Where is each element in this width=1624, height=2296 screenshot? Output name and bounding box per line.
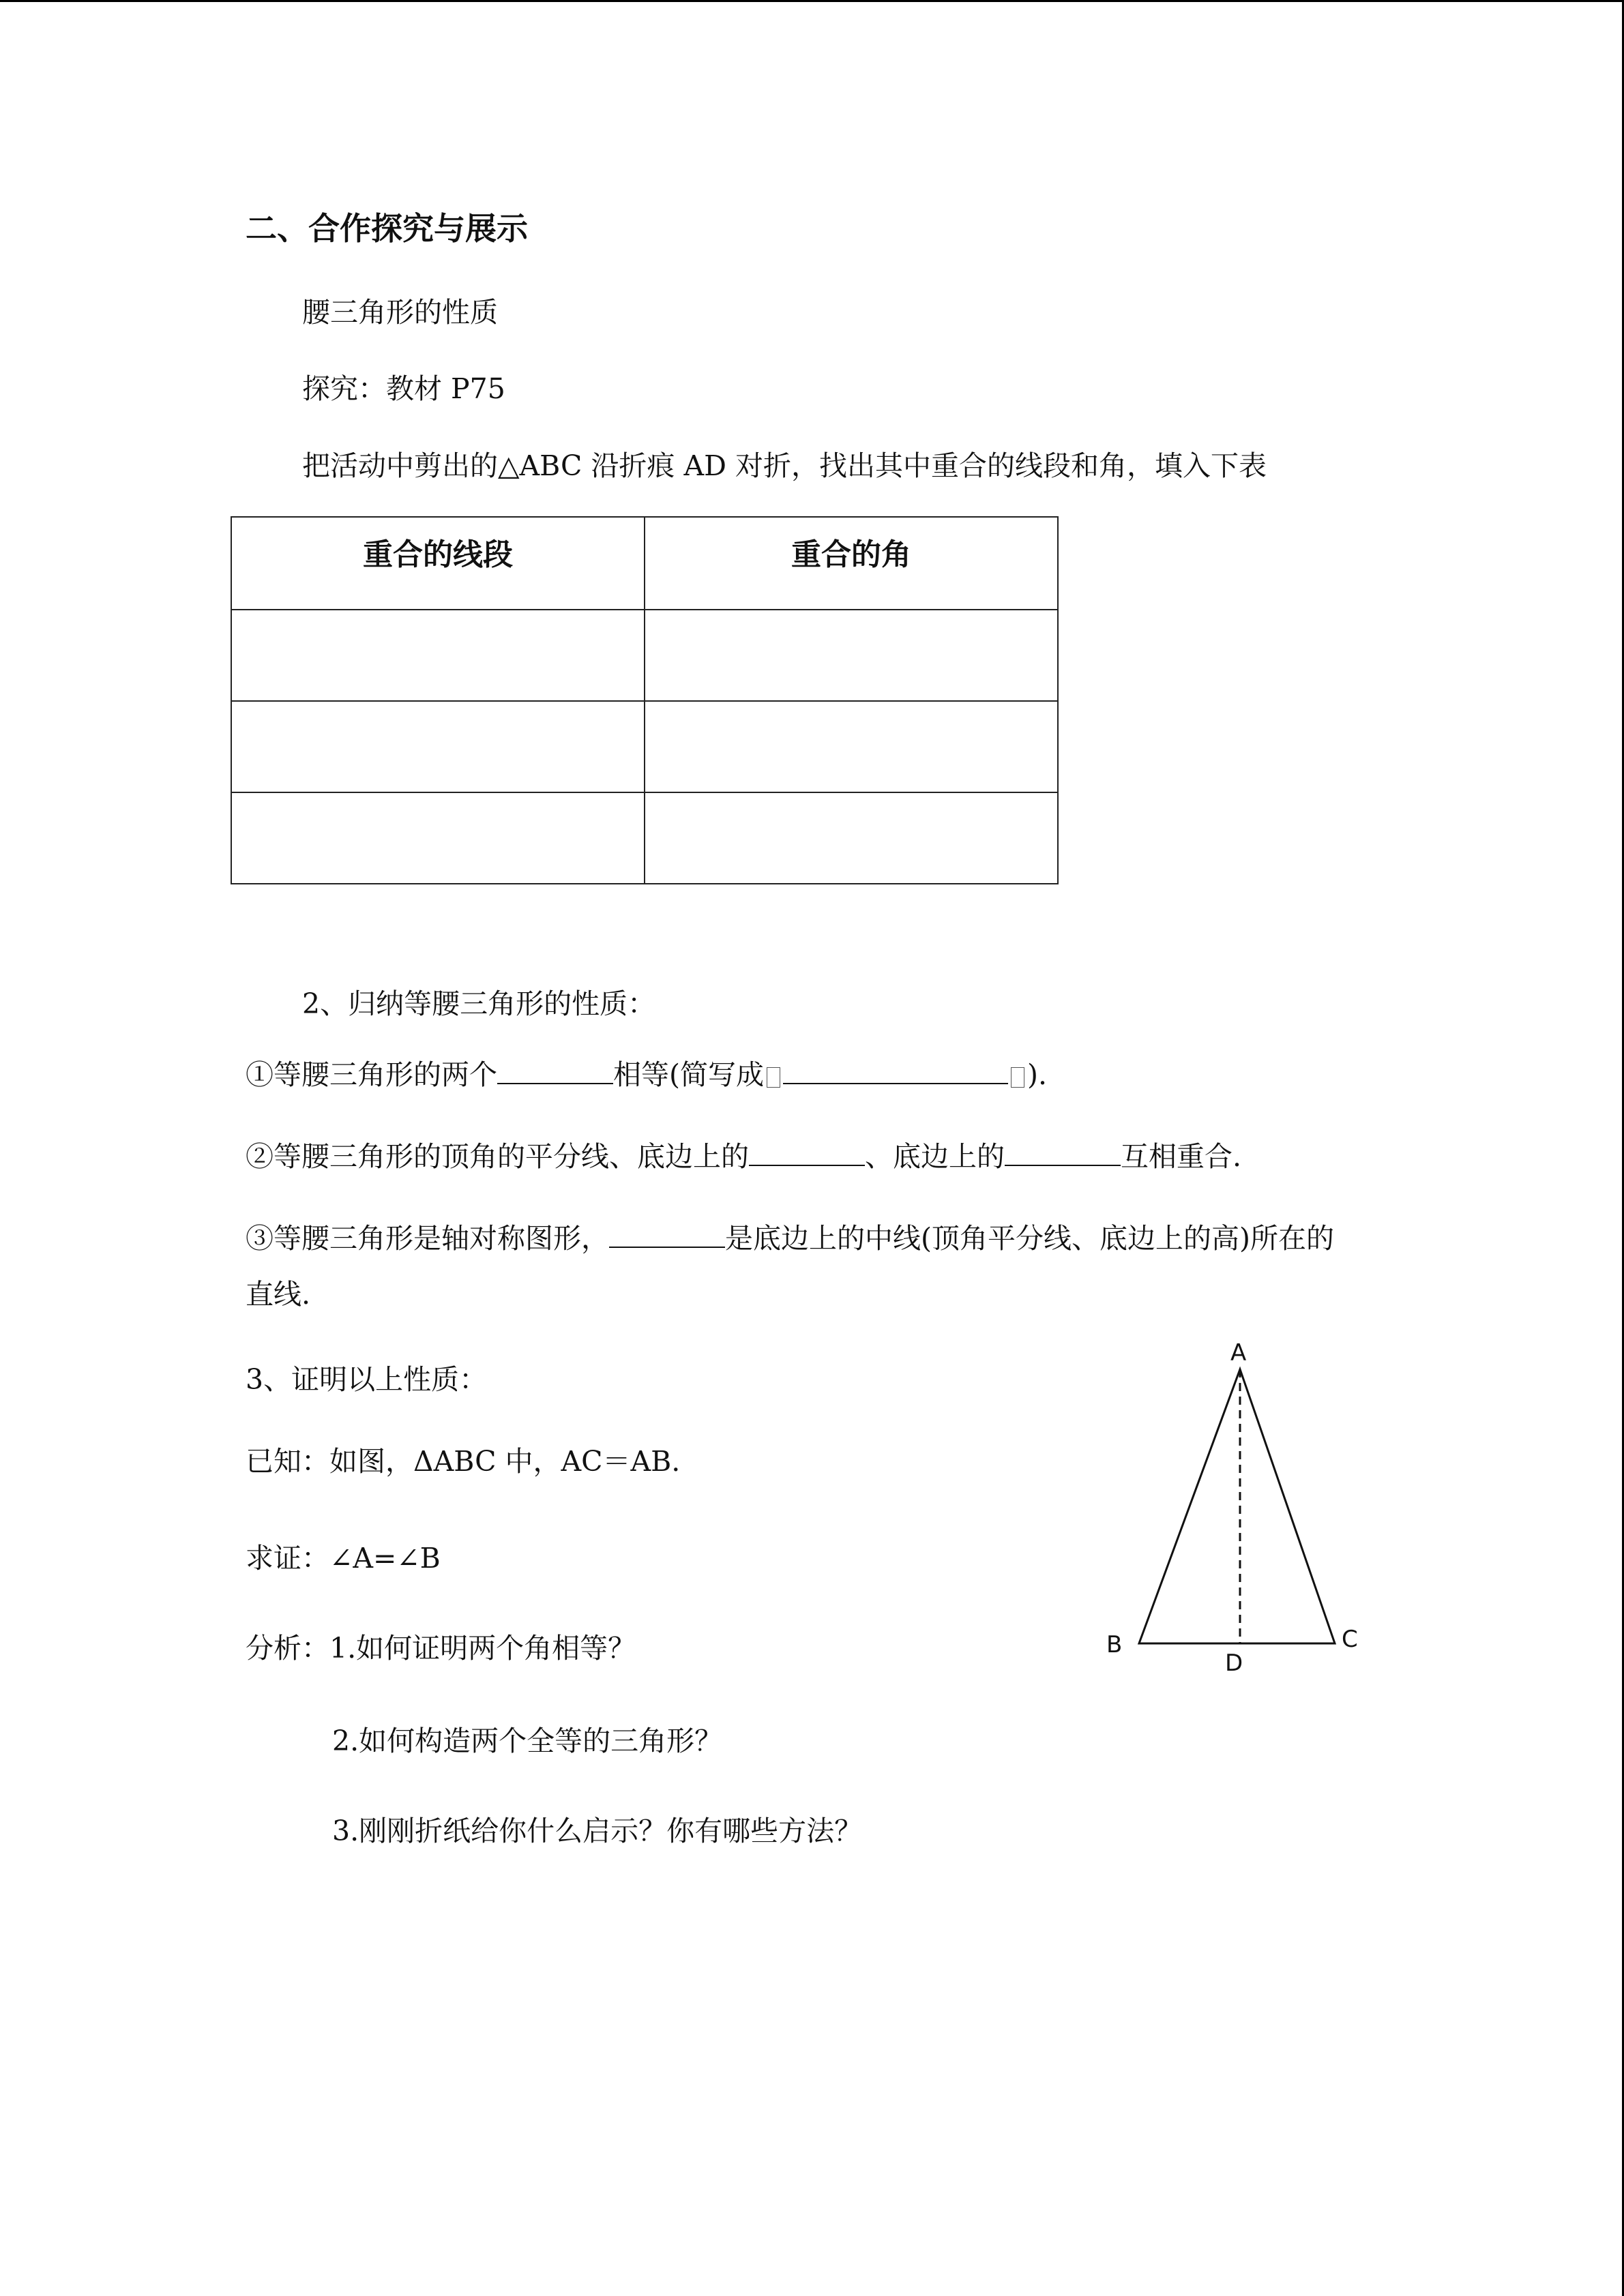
- item2-title: 2、归纳等腰三角形的性质：: [302, 987, 656, 1020]
- property-3-blank[interactable]: [609, 1221, 725, 1248]
- subtitle: 腰三角形的性质: [302, 296, 498, 329]
- property-2-text-c: 互相重合.: [1121, 1140, 1242, 1173]
- analysis-2: 2.如何构造两个全等的三角形？: [332, 1725, 723, 1757]
- table-cell[interactable]: [645, 792, 1058, 884]
- item3-title: 3、证明以上性质：: [246, 1363, 488, 1396]
- table-cell[interactable]: [231, 610, 645, 701]
- vertex-label-a: A: [1230, 1339, 1247, 1367]
- triangle-abc: [1139, 1369, 1335, 1643]
- prove-line: 求证：∠A=∠B: [246, 1542, 441, 1575]
- triangle-figure: [1091, 1330, 1378, 1684]
- table-cell[interactable]: [645, 701, 1058, 792]
- missing-glyph-box: [1011, 1067, 1024, 1088]
- overlap-table: [231, 516, 1059, 884]
- table-header-row: [231, 517, 1058, 610]
- given-line: 已知：如图，ΔABC 中，AC＝AB.: [246, 1445, 681, 1478]
- property-3-text-b: 是底边上的中线(顶角平分线、底边上的高)所在的: [725, 1222, 1334, 1255]
- property-1-text-b: 相等(简写成: [613, 1058, 764, 1091]
- property-3-text-a: ③等腰三角形是轴对称图形，: [246, 1222, 609, 1255]
- point-label-d: D: [1225, 1650, 1243, 1677]
- table-cell[interactable]: [231, 701, 645, 792]
- property-1-text-c: ).: [1027, 1058, 1048, 1091]
- property-2-blank-1[interactable]: [749, 1139, 865, 1166]
- missing-glyph-box: [767, 1067, 780, 1088]
- property-1-blank[interactable]: [497, 1057, 613, 1084]
- table-cell[interactable]: [645, 610, 1058, 701]
- table-row: [231, 610, 1058, 701]
- property-1-text-a: ①等腰三角形的两个: [246, 1058, 497, 1091]
- table-row: [231, 701, 1058, 792]
- property-2: [246, 1139, 1241, 1174]
- property-3-continued: 直线.: [246, 1278, 311, 1311]
- property-1: [246, 1057, 1047, 1092]
- instruction-line: 把活动中剪出的△ABC 沿折痕 AD 对折，找出其中重合的线段和角，填入下表: [302, 449, 1267, 482]
- analysis-1: 分析：1.如何证明两个角相等？: [246, 1632, 636, 1665]
- property-2-text-b: 、底边上的: [865, 1140, 1005, 1173]
- property-2-text-a: ②等腰三角形的顶角的平分线、底边上的: [246, 1140, 749, 1173]
- table-row: [231, 792, 1058, 884]
- property-1-blank-short-form[interactable]: [783, 1057, 1008, 1084]
- vertex-label-b: B: [1106, 1631, 1123, 1658]
- analysis-3: 3.刚刚折纸给你什么启示？你有哪些方法？: [332, 1815, 863, 1847]
- property-2-blank-2[interactable]: [1005, 1139, 1121, 1166]
- explore-line: 探究：教材 P75: [302, 372, 505, 405]
- top-border: [0, 0, 1624, 2]
- section-title: 二、合作探究与展示: [246, 210, 528, 247]
- vertex-label-c: C: [1342, 1626, 1358, 1653]
- property-3: [246, 1221, 1334, 1255]
- header-angles: 重合的角: [645, 517, 1058, 610]
- header-segments: 重合的线段: [231, 517, 645, 610]
- table-cell[interactable]: [231, 792, 645, 884]
